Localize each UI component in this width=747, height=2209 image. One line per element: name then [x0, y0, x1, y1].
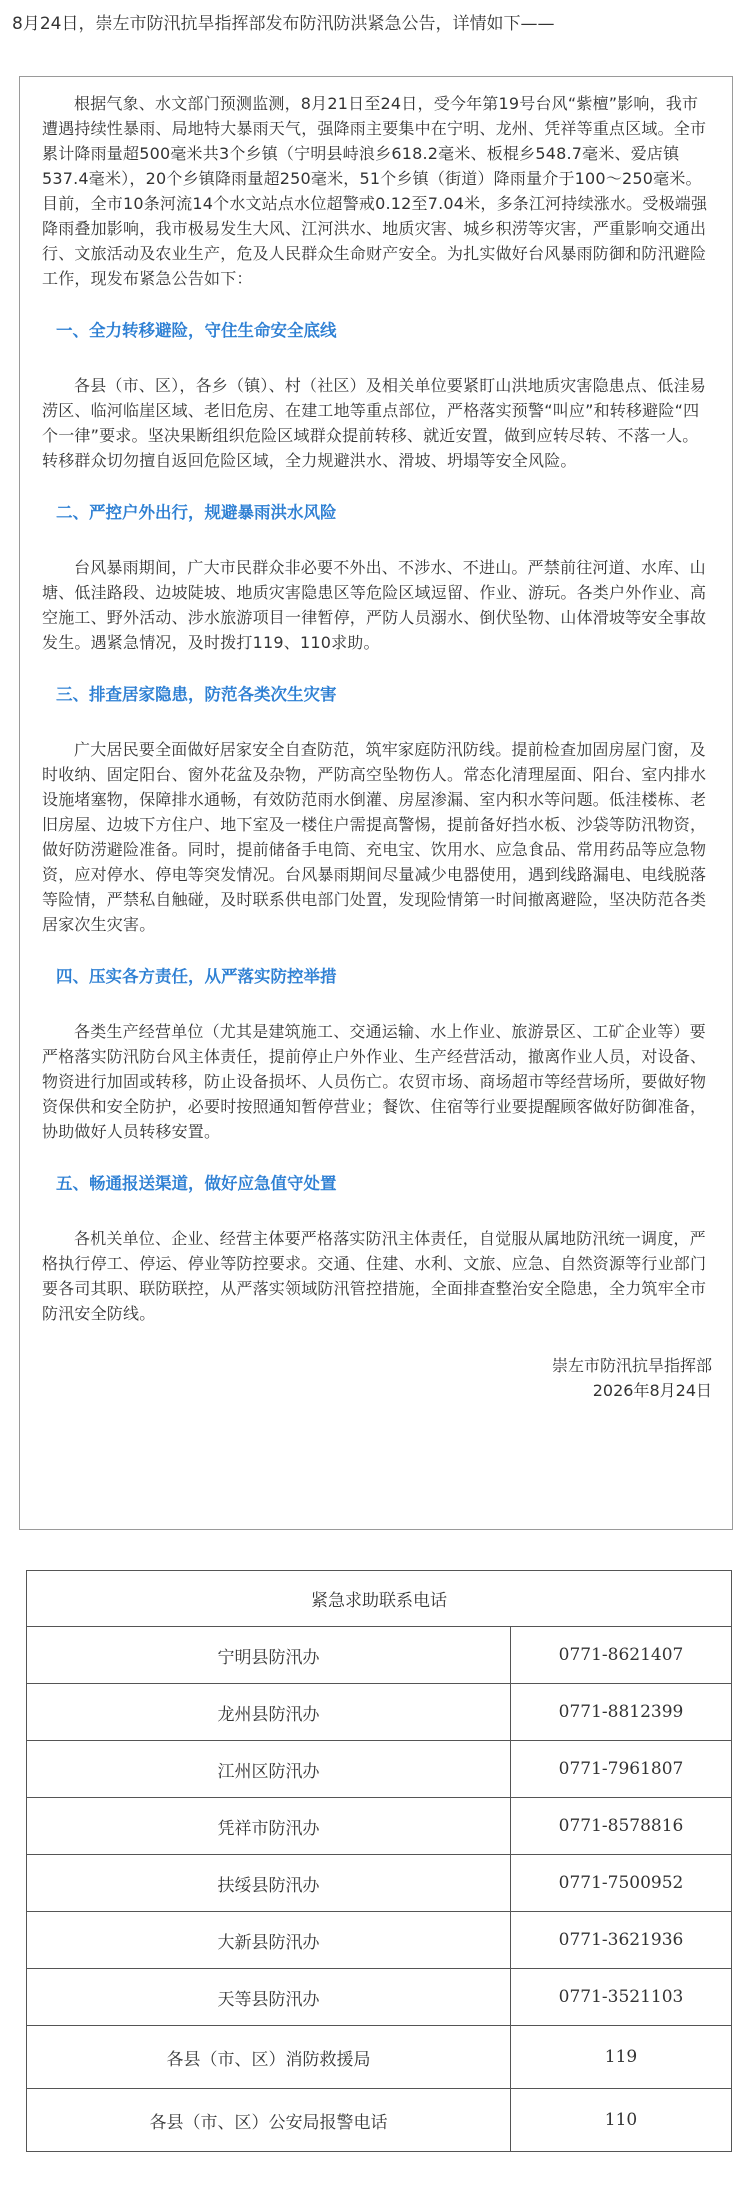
section-body-1: 各县（市、区），各乡（镇）、村（社区）及相关单位要紧盯山洪地质灾害隐患点、低洼易涝区、临河临崖区域、老旧危房、在建工地等重点部位，严格落实预警“叫应”和转移避险“四个一律”要求。坚决果断组织危险区域群众提前转移、就近安置，做到应转尽转、不落一人。转移群众切勿擅自返回危险区域，全力规避洪水、滑坡、坍塌等安全风险。 — [42, 376, 707, 470]
section-heading-1: 一、全力转移避险，守住生命安全底线 — [56, 321, 337, 340]
contact-phone: 0771-8621407 — [511, 1627, 732, 1684]
section-body-5: 各机关单位、企业、经营主体要严格落实防汛主体责任，自觉服从属地防汛统一调度，严格执行停工、停运、停业等防控要求。交通、住建、水利、文旅、应急、自然资源等行业部门要各司其职、联防联控，从严落实领域防汛管控措施，全面排查整治安全隐患，全力筑牢全市防汛安全防线。 — [42, 1229, 707, 1323]
signature: 崇左市防汛抗旱指挥部 — [551, 1356, 712, 1375]
contacts-title: 紧急求助联系电话 — [27, 1571, 732, 1627]
table-row — [27, 1798, 732, 1855]
section-heading-5: 五、畅通报送渠道，做好应急值守处置 — [56, 1174, 337, 1193]
table-row — [27, 1627, 732, 1684]
table-row — [27, 1969, 732, 2026]
section-body-2: 台风暴雨期间，广大市民群众非必要不外出、不涉水、不进山。严禁前往河道、水库、山塘、低洼路段、边坡陡坡、地质灾害隐患区等危险区域逗留、作业、游玩。各类户外作业、高空施工、野外活动、涉水旅游项目一律暂停，严防人员溺水、倒伏坠物、山体滑坡等安全事故发生。遇紧急情况，及时拨打119、110求助。 — [42, 558, 707, 652]
contact-name: 扶绥县防汛办 — [27, 1855, 511, 1912]
section-body-4: 各类生产经营单位（尤其是建筑施工、交通运输、水上作业、旅游景区、工矿企业等）要严格落实防汛防台风主体责任，提前停止户外作业、生产经营活动，撤离作业人员，对设备、物资进行加固或转移，防止设备损坏、人员伤亡。农贸市场、商场超市等经营场所，要做好物资保供和安全防护，必要时按照通知暂停营业；餐饮、住宿等行业要提醒顾客做好防御准备，协助做好人员转移安置。 — [42, 1022, 707, 1141]
contact-name: 天等县防汛办 — [27, 1969, 511, 2026]
notice-box — [19, 76, 733, 1530]
contact-phone: 0771-3521103 — [511, 1969, 732, 2026]
contact-name: 龙州县防汛办 — [27, 1684, 511, 1741]
contact-phone: 0771-7500952 — [511, 1855, 732, 1912]
intro-text: 8月24日，崇左市防汛抗旱指挥部发布防汛防洪紧急公告，详情如下—— — [12, 14, 555, 34]
section-heading-2: 二、严控户外出行，规避暴雨洪水风险 — [56, 503, 337, 522]
notice-date: 2026年8月24日 — [592, 1381, 712, 1400]
notice-paragraph: 根据气象、水文部门预测监测，8月21日至24日，受今年第19号台风“紫檀”影响，我市遭遇持续性暴雨、局地特大暴雨天气，强降雨主要集中在宁明、龙州、凭祥等重点区域。全市累计降雨量超500毫米共3个乡镇（宁明县峙浪乡618.2毫米、板棍乡548.7毫米、爱店镇537.4毫米），20个乡镇降雨量超250毫米，51个乡镇（街道）降雨量介于100～250毫米。目前，全市10条河流14个水文站点水位超警戒0.12至7.04米，多条江河持续涨水。受极端强降雨叠加影响，我市极易发生大风、江河洪水、地质灾害、城乡积涝等灾害，严重影响交通出行、文旅活动及农业生产，危及人民群众生命财产安全。为扎实做好台风暴雨防御和防汛避险工作，现发布紧急公告如下： — [42, 94, 708, 288]
contact-phone: 0771-8812399 — [511, 1684, 732, 1741]
contact-phone: 110 — [511, 2089, 732, 2152]
contact-phone: 119 — [511, 2026, 732, 2089]
section-heading-4: 四、压实各方责任，从严落实防控举措 — [56, 967, 337, 986]
section-body-3: 广大居民要全面做好居家安全自查防范，筑牢家庭防汛防线。提前检查加固房屋门窗，及时收纳、固定阳台、窗外花盆及杂物，严防高空坠物伤人。常态化清理屋面、阳台、室内排水设施堵塞物，保障排水通畅，有效防范雨水倒灌、房屋渗漏、室内积水等问题。低洼楼栋、老旧房屋、边坡下方住户、地下室及一楼住户需提高警惕，提前备好挡水板、沙袋等防汛物资，做好防涝避险准备。同时，提前储备手电筒、充电宝、饮用水、应急食品、常用药品等应急物资，应对停水、停电等突发情况。台风暴雨期间尽量减少电器使用，遇到线路漏电、电线脱落等险情，严禁私自触碰，及时联系供电部门处置，发现险情第一时间撤离避险，坚决防范各类居家次生灾害。 — [42, 740, 707, 934]
table-row — [27, 1684, 732, 1741]
table-row — [27, 2089, 732, 2152]
contact-name: 凭祥市防汛办 — [27, 1798, 511, 1855]
table-row — [27, 2026, 732, 2089]
contact-name: 宁明县防汛办 — [27, 1627, 511, 1684]
contact-name: 江州区防汛办 — [27, 1741, 511, 1798]
contact-name: 大新县防汛办 — [27, 1912, 511, 1969]
table-row — [27, 1741, 732, 1798]
contacts-table — [26, 1570, 732, 2152]
section-heading-3: 三、排查居家隐患，防范各类次生灾害 — [56, 685, 337, 704]
contact-phone: 0771-7961807 — [511, 1741, 732, 1798]
contact-phone: 0771-3621936 — [511, 1912, 732, 1969]
table-row — [27, 1912, 732, 1969]
contact-name: 各县（市、区）公安局报警电话 — [27, 2089, 511, 2152]
contact-phone: 0771-8578816 — [511, 1798, 732, 1855]
contact-name: 各县（市、区）消防救援局 — [27, 2026, 511, 2089]
table-row — [27, 1855, 732, 1912]
